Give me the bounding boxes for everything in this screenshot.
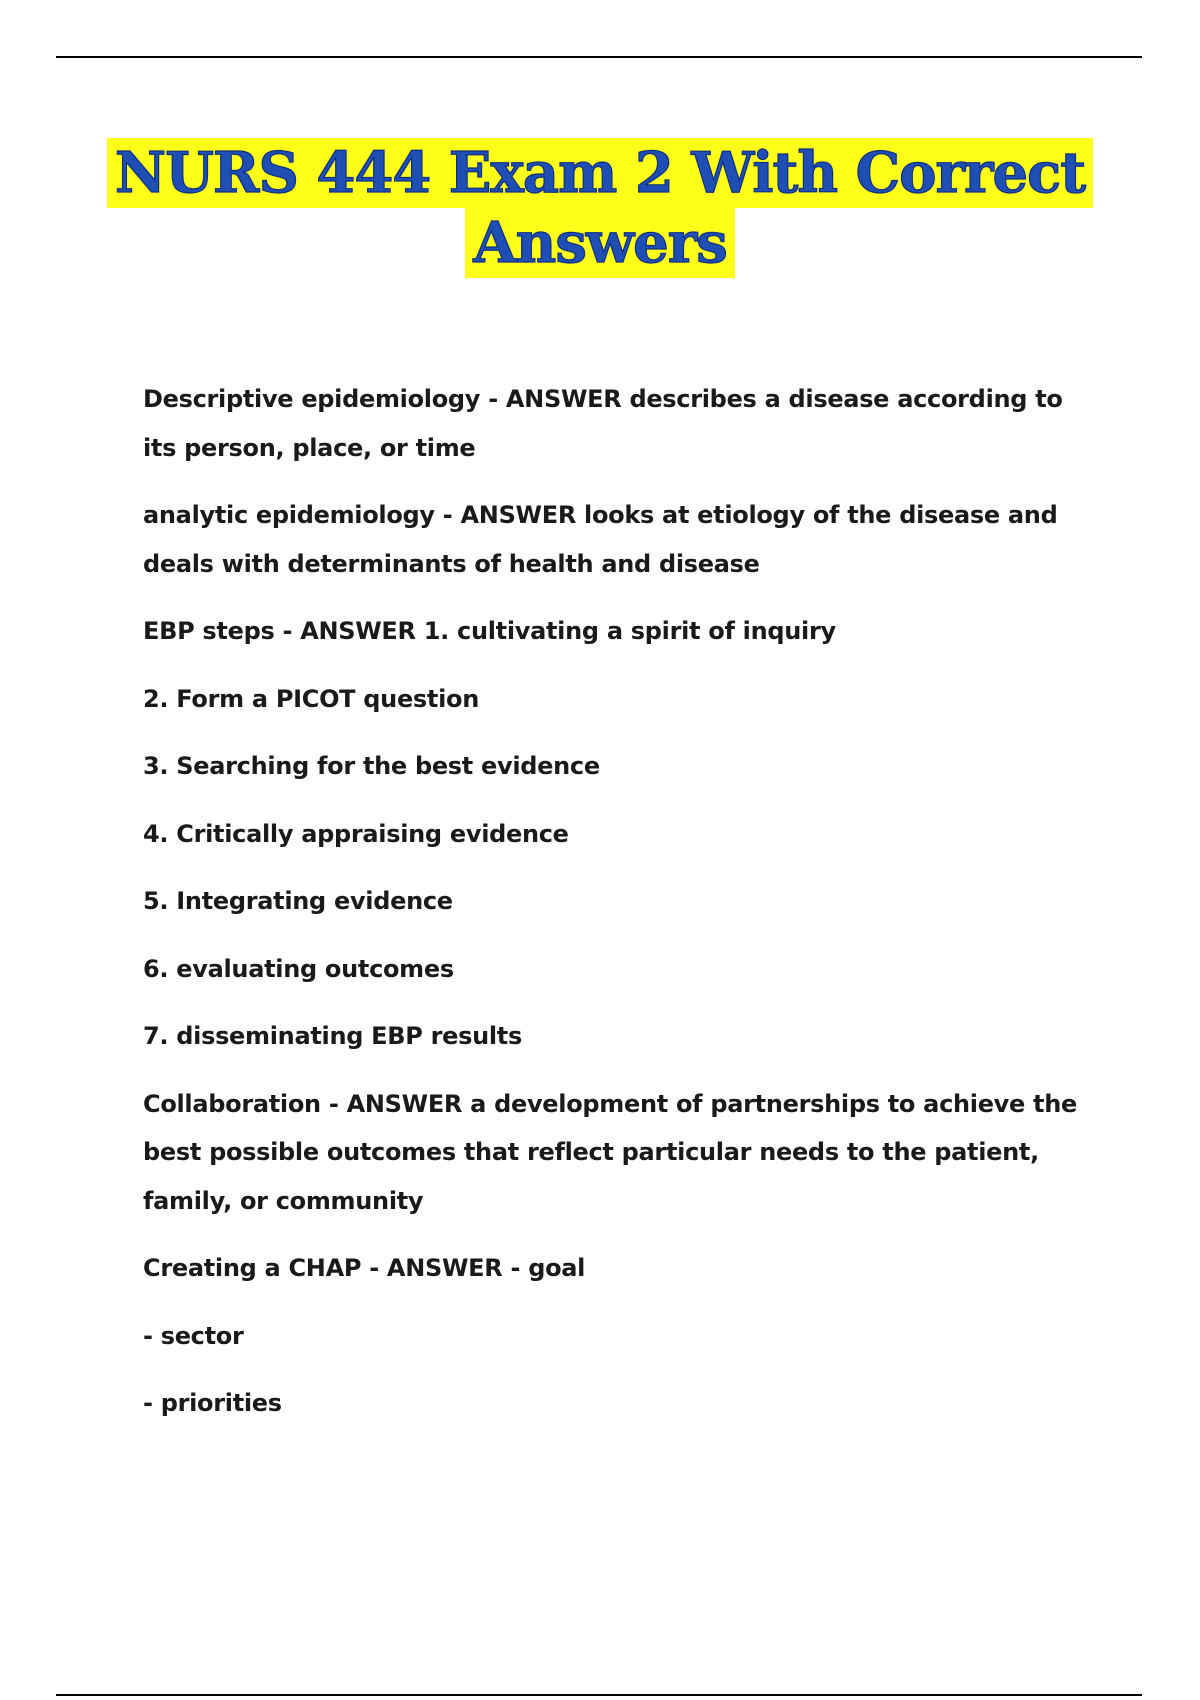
title-line-2: Answers	[465, 208, 735, 278]
top-rule	[56, 56, 1142, 58]
entry-creating-chap: Creating a CHAP - ANSWER - goal	[143, 1254, 586, 1282]
entry-analytic-epidemiology: analytic epidemiology - ANSWER looks at etiology of the disease and deals with determinants of health and disease	[143, 501, 1058, 578]
document-body	[143, 375, 1083, 1447]
entry-descriptive-epidemiology: Descriptive epidemiology - ANSWER describes a disease according to its person, place, or time	[143, 385, 1063, 462]
entry-ebp-steps: EBP steps - ANSWER 1. cultivating a spirit of inquiry	[143, 617, 836, 645]
entry-ebp-step-2: 2. Form a PICOT question	[143, 684, 479, 713]
entry-ebp-step-7: 7. disseminating EBP results	[143, 1022, 522, 1050]
entry-ebp-step-6: 6. evaluating outcomes	[143, 954, 454, 983]
entry-chap-priorities: - priorities	[143, 1389, 282, 1417]
document-title	[60, 138, 1140, 278]
entry-collaboration: Collaboration - ANSWER a development of partnerships to achieve the best possible outcomes that reflect particular needs to the patient, family, or community	[143, 1089, 1077, 1215]
entry-ebp-step-3: 3. Searching for the best evidence	[143, 752, 600, 780]
title-line-1: NURS 444 Exam 2 With Correct	[107, 138, 1093, 208]
entry-ebp-step-4: 4. Critically appraising evidence	[143, 819, 569, 848]
bottom-rule	[56, 1694, 1142, 1696]
entry-ebp-step-5: 5. Integrating evidence	[143, 887, 453, 915]
entry-chap-sector: - sector	[143, 1321, 244, 1350]
